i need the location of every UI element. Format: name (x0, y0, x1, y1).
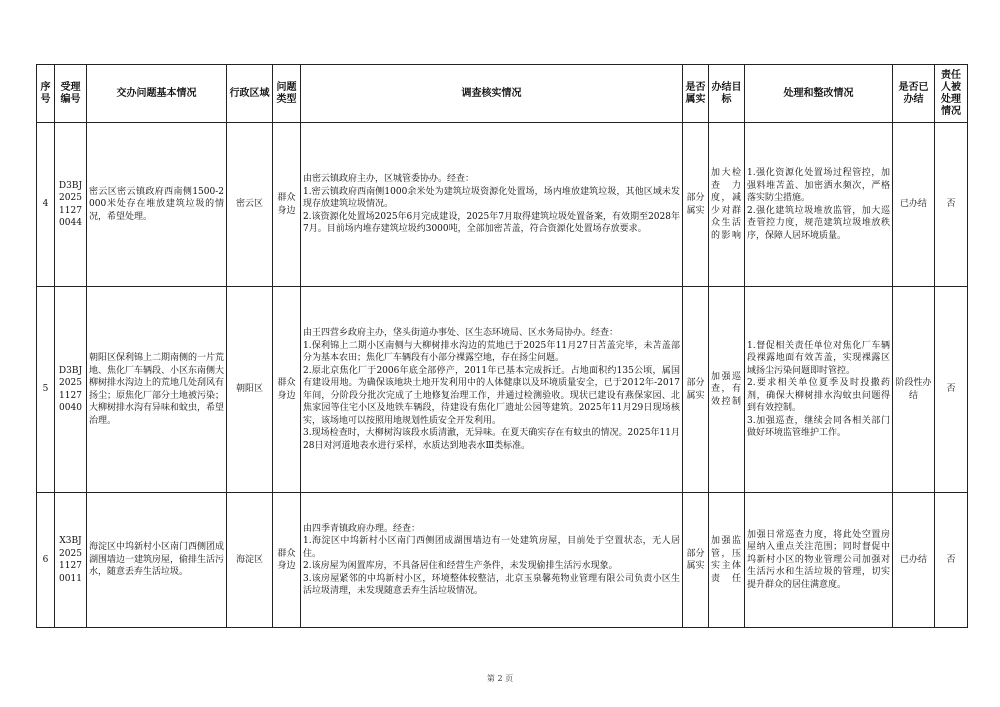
investigation-line: 1.密云镇政府西南侧1000余米处为建筑垃圾资源化处置场，场内堆放建筑垃圾，其他区域未发现存放建筑垃圾情况。 (303, 186, 680, 210)
header-seq: 序号 (37, 65, 55, 123)
header-case-no: 受理编号 (55, 65, 87, 123)
cell-is-true: 部分属实 (683, 123, 709, 287)
cell-case-no: D3BJ20251127 0044 (55, 123, 87, 287)
table-row (37, 123, 968, 287)
investigation-line: 由四季青镇政府办理。经查： (303, 523, 421, 534)
cell-target: 加强巡查，有效控制 (709, 287, 745, 493)
cell-investigation (301, 287, 683, 493)
header-investigation: 调查核实情况 (301, 65, 683, 123)
cell-seq: 5 (37, 287, 55, 493)
cell-district: 密云区 (227, 123, 273, 287)
handling-line: 2.要求相关单位夏季及时投撒药剂，确保大柳树排水沟蚊虫问题得到有效控制。 (747, 378, 890, 413)
handling-line: 1.督促相关责任单位对焦化厂车辆段裸露地面有效苫盖，实现裸露区域扬尘污染问题即时管控。 (747, 340, 890, 376)
cell-is-true: 部分属实 (683, 493, 709, 628)
cell-problem: 海淀区中坞新村小区南门西侧团成湖围墙边一建筑房屋，偷排生活污水，随意丢弃生活垃圾。 (87, 493, 227, 628)
header-target: 办结目标 (709, 65, 745, 123)
handling-line: 2.强化建筑垃圾堆放监管，加大巡查管控力度，规范建筑垃圾堆放秩序，保障人居环境质量。 (747, 205, 890, 241)
cell-district: 海淀区 (227, 493, 273, 628)
header-handling: 处理和整改情况 (745, 65, 893, 123)
cell-problem: 密云区密云镇政府西南侧1500-2000米处存在堆放建筑垃圾的情况，希望处理。 (87, 123, 227, 287)
header-problem: 交办问题基本情况 (87, 65, 227, 123)
cell-accountability: 否 (935, 287, 968, 493)
cell-concluded: 已办结 (893, 123, 935, 287)
cell-district: 朝阳区 (227, 287, 273, 493)
cell-target: 加大检查力度，减少对群众生活的影响 (709, 123, 745, 287)
cell-handling (745, 493, 893, 628)
handling-line: 3.加强巡查，继续会同各相关部门做好环境监管维护工作。 (747, 415, 890, 438)
cell-type: 群众身边 (273, 287, 301, 493)
table-row (37, 287, 968, 493)
cell-target: 加强监管，压实主体责任 (709, 493, 745, 628)
header-accountability: 责任人被处理情况 (935, 65, 968, 123)
header-concluded: 是否已办结 (893, 65, 935, 123)
header-is-true: 是否属实 (683, 65, 709, 123)
cell-accountability: 否 (935, 123, 968, 287)
cell-concluded: 阶段性办结 (893, 287, 935, 493)
investigation-line: 2.该房屋为闲置库房，不具备居住和经营生产条件，未发现偷排生活污水现象。 (303, 561, 618, 571)
cell-case-no: X3BJ20251127 0011 (55, 493, 87, 628)
investigation-line: 2.该资源化处置场2025年6月完成建设，2025年7月取得建筑垃圾处置备案，有效期至2028年7月。目前场内堆存建筑垃圾约3000吨，全部加密苫盖，符合资源化处置场存放要求。 (303, 211, 680, 235)
investigation-line: 1.保利锦上二期小区南侧与大柳树排水沟边的荒地已于2025年11月27日苫盖完毕，未苫盖部分为基本农田；焦化厂车辆段有小部分裸露空地，存在扬尘问题。 (303, 340, 680, 363)
cell-accountability: 否 (935, 493, 968, 628)
cell-seq: 6 (37, 493, 55, 628)
investigation-line: 3.现场检查时，大柳树沟该段水质清澈，无异味。在夏天确实存在有蚊虫的情况。2025年11月28日对河道地表水进行采样，水质达到地表水Ⅲ类标准。 (303, 428, 680, 451)
handling-line: 加强日常巡查力度，将此处空置房屋纳入重点关注范围；同时督促中坞新村小区的物业管理公司加强对生活污水和生活垃圾的管理，切实提升群众的居住满意度。 (747, 529, 890, 590)
investigation-line: 2.原北京焦化厂于2006年底全部停产，2011年已基本完成拆迁。占地面积约135公顷，属国有建设用地。为确保该地块土地开发利用中的人体健康以及环境质量安全，已于2012年-2017年间，分阶段分批次完成了土地修复治理工作，并通过检测验收。现状已建设有燕保家园、北焦家园等住宅小区及地铁车辆段，待建设有焦化厂遗址公园等建筑。2025年11月29日现场核实，该场地可以按照用地规划性质安全开发利用。 (303, 365, 680, 426)
investigation-line: 由王四营乡政府主办，垡头街道办事处、区生态环境局、区水务局协办。经查： (303, 328, 619, 338)
cell-handling (745, 123, 893, 287)
cell-type: 群众身边 (273, 123, 301, 287)
handling-line: 1.强化资源化处置场过程管控，加强料堆苫盖、加密洒水频次，严格落实防尘措施。 (747, 168, 890, 203)
page-number: 第 2 页 (486, 674, 514, 683)
cell-investigation (301, 493, 683, 628)
header-row (37, 65, 968, 123)
cell-seq: 4 (37, 123, 55, 287)
cell-concluded: 已办结 (893, 493, 935, 628)
cell-handling (745, 287, 893, 493)
case-table (36, 64, 968, 628)
investigation-line: 3.该房屋紧邻的中坞新村小区，环境整体较整洁，北京玉泉馨苑物业管理有限公司负责小区生活垃圾清理，未发现随意丢弃生活垃圾情况。 (303, 573, 680, 596)
cell-type: 群众身边 (273, 493, 301, 628)
header-district: 行政区域 (227, 65, 273, 123)
investigation-line: 1.海淀区中坞新村小区南门西侧团成湖围墙边有一处建筑房屋，目前处于空置状态，无人居住。 (303, 536, 680, 559)
table-row (37, 493, 968, 628)
cell-investigation (301, 123, 683, 287)
cell-problem: 朝阳区保利锦上二期南侧的一片荒地、焦化厂车辆段、小区东南侧大柳树排水沟边上的荒地几处刮风有扬尘；原焦化厂部分土地被污染；大柳树排水沟有异味和蚊虫，希望治理。 (87, 287, 227, 493)
investigation-line: 由密云镇政府主办，区城管委协办。经查： (303, 174, 475, 185)
cell-is-true: 部分属实 (683, 287, 709, 493)
cell-case-no: D3BJ20251127 0040 (55, 287, 87, 493)
header-type: 问题类型 (273, 65, 301, 123)
